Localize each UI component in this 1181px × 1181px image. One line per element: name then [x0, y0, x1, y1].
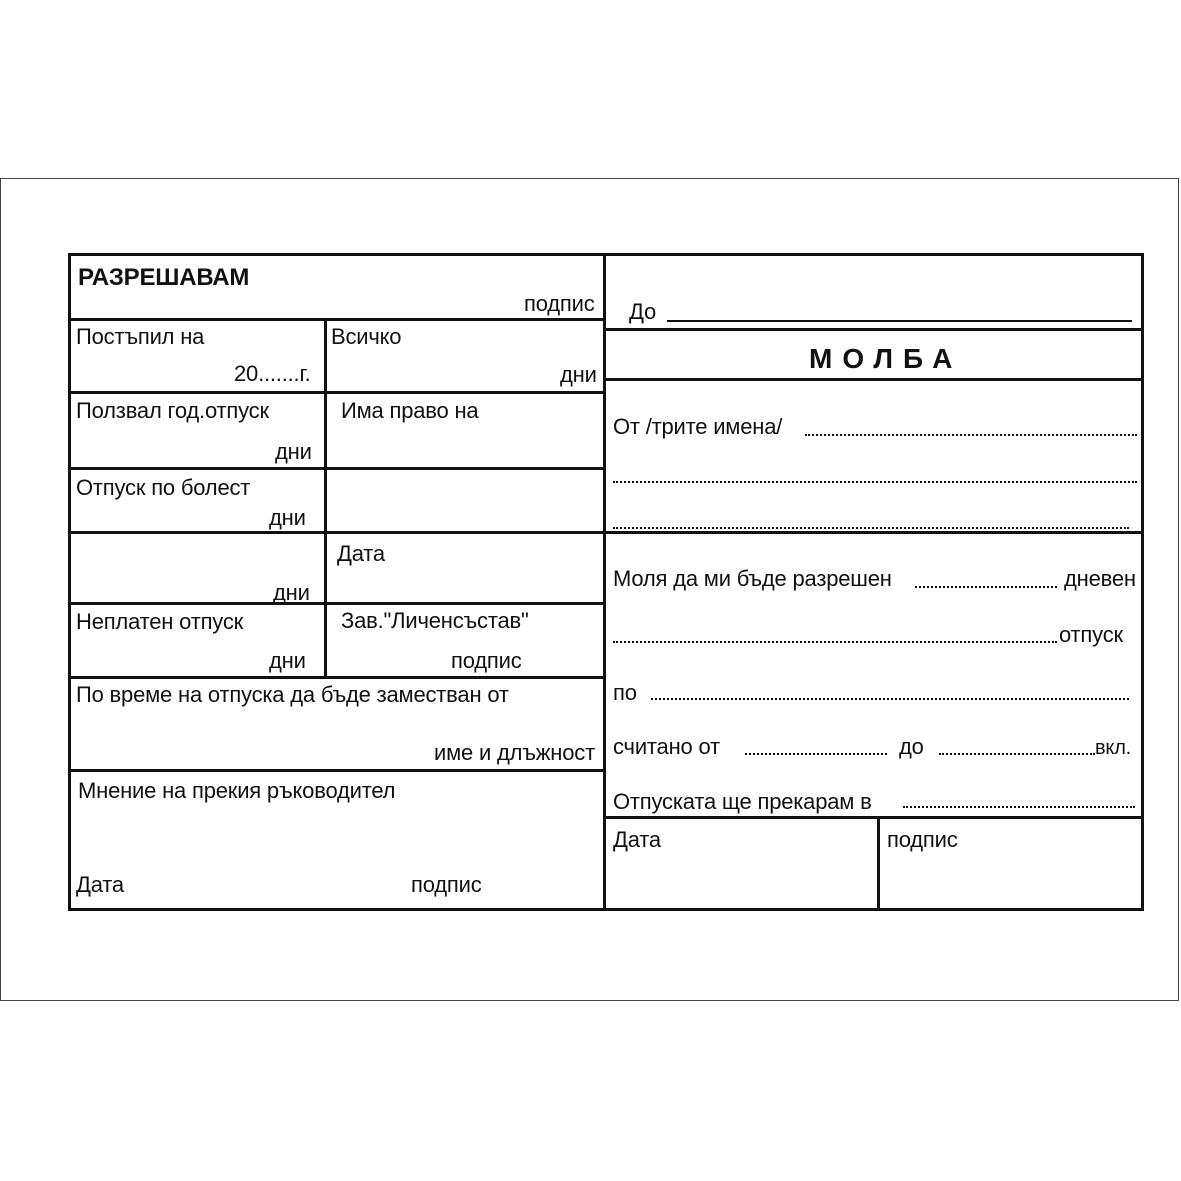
left-inner-divider: [324, 318, 327, 679]
name-field[interactable]: [805, 434, 1137, 436]
divider: [606, 531, 1141, 534]
sick-leave-label: Отпуск по болест: [76, 475, 251, 500]
leave-type-field[interactable]: [613, 641, 1057, 643]
divider: [71, 318, 606, 321]
unpaid-leave-label: Неплатен отпуск: [76, 609, 244, 634]
day-label: дневен: [1064, 566, 1136, 591]
starting-label: считано от: [613, 734, 720, 759]
divider: [71, 531, 606, 534]
days-label: дни: [269, 505, 306, 530]
manager-opinion-label: Мнение на прекия ръководител: [78, 778, 396, 803]
divider: [606, 328, 1141, 331]
leave-request-form: [68, 253, 1144, 911]
divider: [71, 676, 606, 679]
end-date-field[interactable]: [939, 753, 1095, 755]
days-label: дни: [269, 648, 306, 673]
inclusive-label: вкл.: [1095, 737, 1132, 759]
approve-sign-label: подпис: [524, 291, 595, 316]
opinion-date-label: Дата: [76, 872, 124, 897]
entitled-label: Има право на: [341, 398, 479, 423]
legal-basis-field[interactable]: [651, 698, 1129, 700]
spend-label: Отпуската ще прекарам в: [613, 789, 872, 814]
entered-on-label: Постъпил на: [76, 324, 205, 349]
divider: [71, 391, 606, 394]
leave-label: отпуск: [1059, 622, 1123, 647]
to-label: До: [629, 299, 656, 324]
days-label: дни: [275, 439, 312, 464]
replaced-by-label: По време на отпуска да бъде заместван от: [76, 682, 509, 707]
divider: [71, 769, 606, 772]
right-bottom-divider: [877, 816, 880, 908]
days-count-field[interactable]: [915, 586, 1057, 588]
divider: [606, 378, 1141, 381]
document-title: МОЛБА: [809, 343, 963, 374]
name-position-label: име и длъжност: [434, 740, 595, 765]
divider: [71, 467, 606, 470]
center-divider: [603, 256, 606, 908]
date-label: Дата: [337, 541, 385, 566]
days-label: дни: [560, 362, 597, 387]
used-annual-label: Ползвал год.отпуск: [76, 398, 269, 423]
hr-sign-label: подпис: [451, 648, 522, 673]
divider: [71, 602, 606, 605]
request-sign-label: подпис: [887, 827, 958, 852]
location-field[interactable]: [903, 806, 1135, 808]
request-date-label: Дата: [613, 827, 661, 852]
from-label: От /трите имена/: [613, 414, 783, 439]
start-date-field[interactable]: [745, 753, 887, 755]
name-field-line-2[interactable]: [613, 481, 1137, 483]
opinion-sign-label: подпис: [411, 872, 482, 897]
days-label: дни: [273, 580, 310, 605]
year-field[interactable]: 20.......г.: [234, 361, 311, 386]
name-field-line-3[interactable]: [613, 527, 1129, 529]
hr-head-label: Зав."Личенсъстав": [341, 608, 529, 633]
divider: [606, 816, 1141, 819]
total-label: Всичко: [331, 324, 402, 349]
per-label: по: [613, 680, 637, 705]
until-label: до: [899, 734, 924, 759]
to-line[interactable]: [667, 320, 1132, 322]
request-label: Моля да ми бъде разрешен: [613, 566, 892, 591]
approve-heading: РАЗРЕШАВАМ: [78, 264, 250, 291]
